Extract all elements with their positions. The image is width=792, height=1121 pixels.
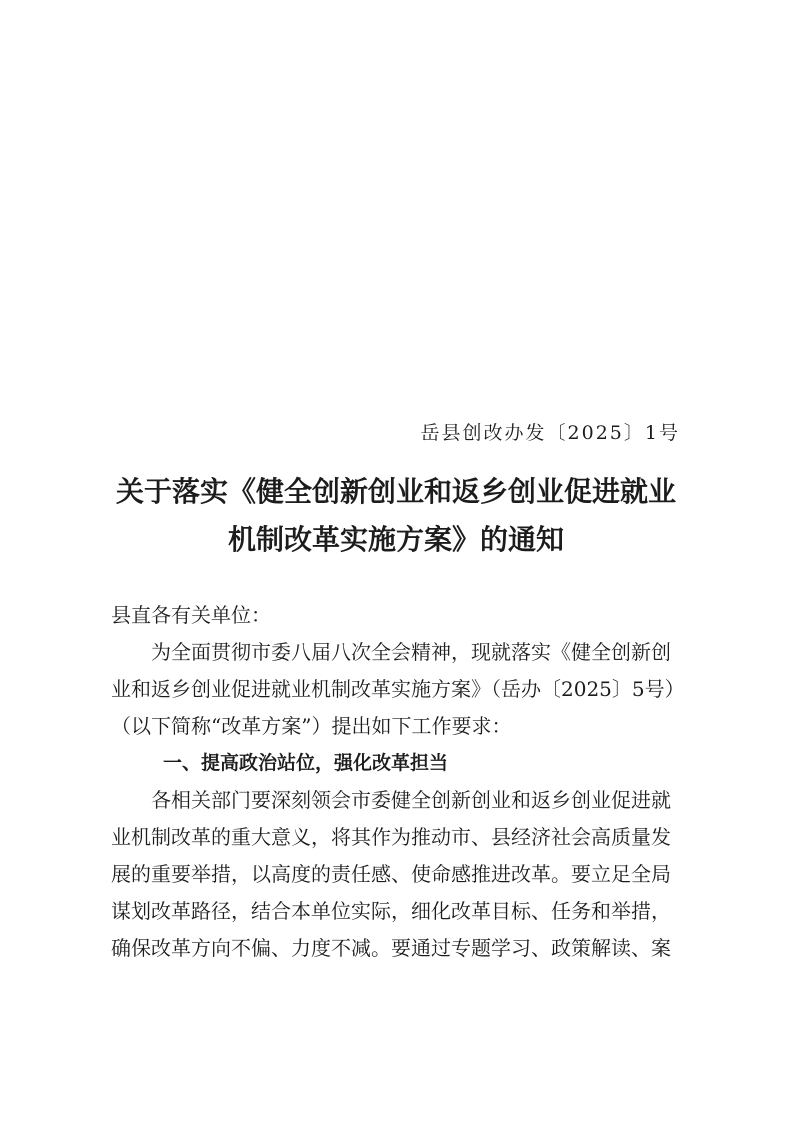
- paragraph-2-line: 展的重要举措，以高度的责任感、使命感推进改革。要立足全局: [111, 862, 671, 886]
- document-body: [111, 597, 711, 967]
- document-number: 岳县创改办发〔2025〕1号: [420, 422, 680, 444]
- paragraph-1-line: （以下简称“改革方案”）提出如下工作要求：: [111, 714, 512, 738]
- paragraph-1-line: 业和返乡创业促进就业机制改革实施方案》（岳办〔2025〕5号）: [111, 677, 685, 701]
- paragraph-2-line: 各相关部门要深刻领会市委健全创新创业和返乡创业促进就: [151, 788, 671, 812]
- title-line-2: 机制改革实施方案》的通知: [227, 523, 564, 556]
- paragraph-2-line: 谋划改革路径，结合本单位实际，细化改革目标、任务和举措，: [111, 899, 671, 923]
- paragraph-2-line: 确保改革方向不偏、力度不减。要通过专题学习、政策解读、案: [111, 936, 671, 960]
- paragraph-2-line: 业机制改革的重大意义，将其作为推动市、县经济社会高质量发: [111, 825, 671, 849]
- salutation: 县直各有关单位：: [111, 603, 271, 627]
- section-heading-1: 一、提高政治站位，强化改革担当: [163, 752, 449, 774]
- paragraph-1-line: 为全面贯彻市委八届八次全会精神，现就落实《健全创新创: [151, 640, 671, 664]
- title-line-1: 关于落实《健全创新创业和返乡创业促进就业: [115, 475, 676, 508]
- document-title: [0, 468, 792, 564]
